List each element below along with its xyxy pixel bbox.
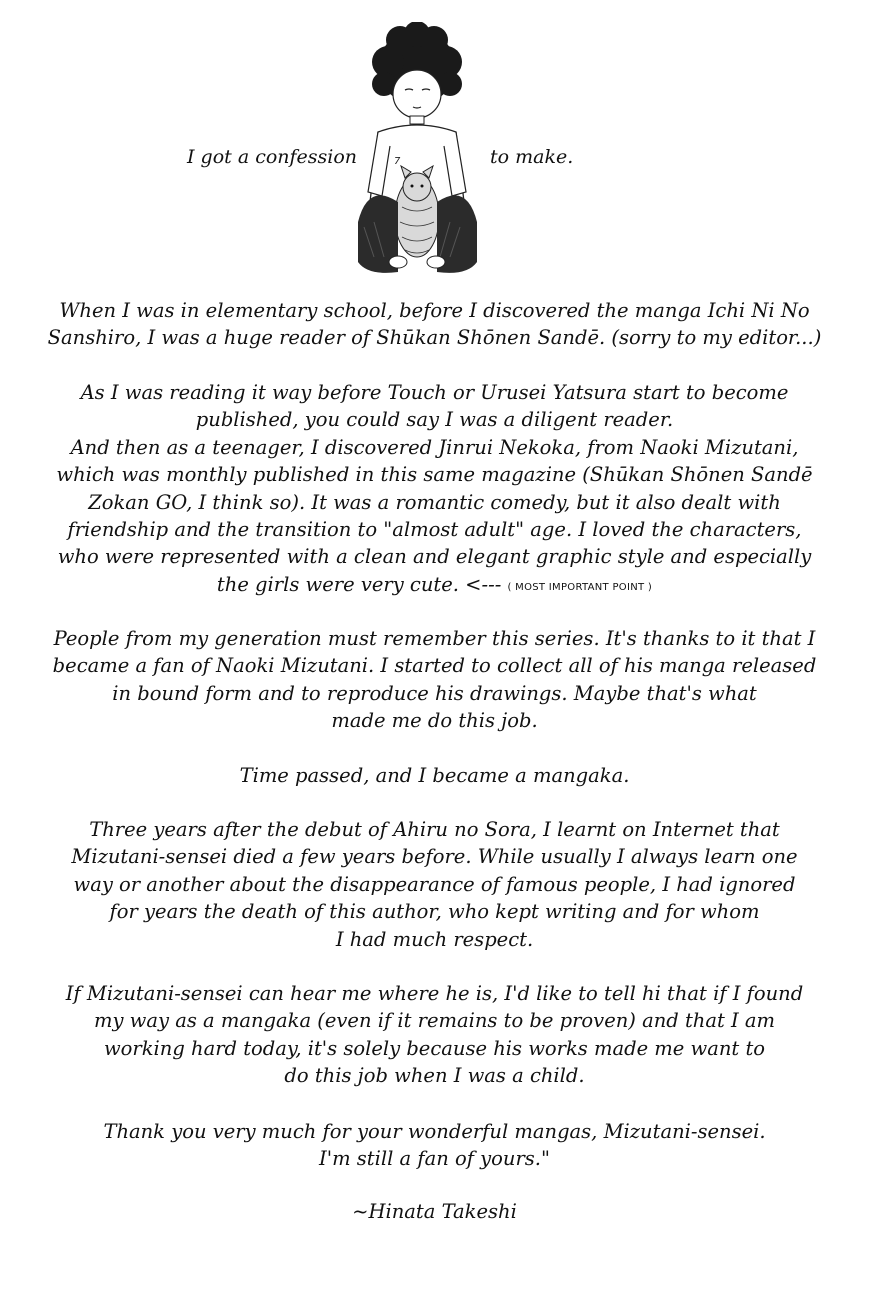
text-last-sentence: the girls were very cute. <--- (216, 572, 502, 596)
text-line: do this job when I was a child. (284, 1064, 585, 1088)
text-line: Time passed, and I became a mangaka. (239, 764, 630, 787)
paragraph-teenager (40, 379, 829, 601)
text-line-last (40, 571, 829, 601)
text-line: As I was reading it way before Touch or Urusei Yatsura start to become (80, 381, 789, 404)
text-line: If Mizutani-sensei can hear me where he is, I'd like to tell hi that if I found (65, 982, 804, 1005)
paragraph-childhood (40, 297, 829, 352)
text-line: published, you could say I was a diligent reader. (195, 408, 674, 432)
text-line: became a fan of Naoki Mizutani. I started to collect all of his manga released (52, 654, 817, 678)
text-line: And then as a teenager, I discovered Jinrui Nekoka, from Naoki Mizutani, (70, 435, 799, 459)
text-line: made me do this job. (331, 709, 538, 733)
text-line: Zokan GO, I think so). It was a romantic comedy, but it also dealt with (88, 490, 781, 514)
paragraph-thanks (40, 1118, 829, 1173)
text-line: I'm still a fan of yours." (319, 1147, 550, 1171)
text-line: Sanshiro, I was a huge reader of Shūkan Shōnen Sandē. (sorry to my editor...) (47, 326, 822, 350)
paragraph-message (40, 980, 829, 1090)
confession-text-right: to make. (490, 146, 574, 168)
text-line: which was monthly published in this same magazine (Shūkan Shōnen Sandē (56, 463, 813, 487)
paragraph-generation (40, 625, 829, 735)
child-holding-cat-icon (350, 22, 485, 280)
text-line: I had much respect. (335, 927, 534, 951)
text-line: Thank you very much for your wonderful mangas, Mizutani-sensei. (103, 1120, 766, 1143)
confession-text-left: I got a confession (187, 146, 358, 168)
text-line: in bound form and to reproduce his drawings. Maybe that's what (112, 681, 757, 705)
signature (40, 1198, 829, 1225)
text-line: my way as a mangaka (even if it remains to be proven) and that I am (93, 1009, 776, 1033)
text-line: who were represented with a clean and elegant graphic style and especially (57, 545, 812, 569)
text-line: for years the death of this author, who kept writing and for whom (109, 900, 760, 924)
paragraph-death (40, 816, 829, 953)
svg-text:7: 7 (394, 156, 401, 167)
text-line: Mizutani-sensei died a few years before. While usually I always learn one (71, 845, 798, 869)
text-line: When I was in elementary school, before I discovered the manga Ichi Ni No (59, 299, 810, 322)
paragraph-time-passed (40, 762, 829, 789)
text-line: People from my generation must remember this series. It's thanks to it that I (53, 627, 816, 650)
important-point-note: ( MOST IMPORTANT POINT ) (507, 581, 653, 593)
text-line: way or another about the disappearance of famous people, I had ignored (73, 872, 796, 896)
signature-text: ~Hinata Takeshi (352, 1200, 517, 1223)
text-line: working hard today, it's solely because his works made me want to (103, 1036, 766, 1060)
text-line: friendship and the transition to "almost adult" age. I loved the characters, (67, 518, 802, 542)
text-line: Three years after the debut of Ahiru no Sora, I learnt on Internet that (89, 818, 780, 841)
